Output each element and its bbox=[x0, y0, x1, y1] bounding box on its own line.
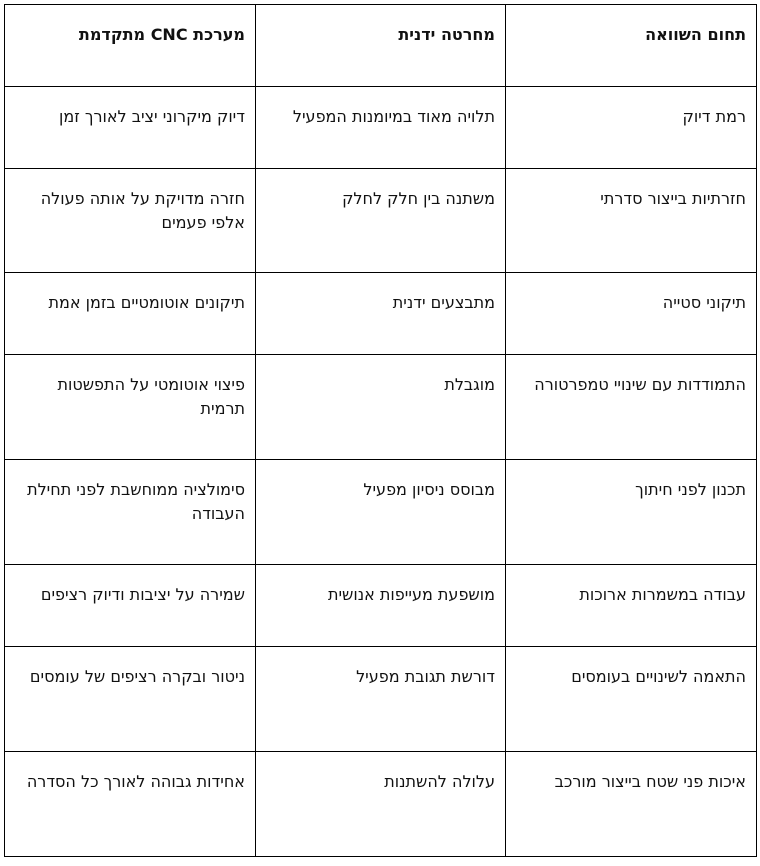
table-row bbox=[5, 273, 757, 355]
cell-comparison-area: התמודדות עם שינויי טמפרטורה bbox=[506, 355, 757, 460]
cell-advanced-cnc: אחידות גבוהה לאורך כל הסדרה bbox=[5, 752, 256, 857]
header-comparison-area: תחום השוואה bbox=[506, 5, 757, 87]
cell-comparison-area: איכות פני שטח בייצור מורכב bbox=[506, 752, 757, 857]
cell-manual-lathe: מבוסס ניסיון מפעיל bbox=[256, 460, 506, 565]
cell-manual-lathe: מושפעת מעייפות אנושית bbox=[256, 565, 506, 647]
table-row bbox=[5, 460, 757, 565]
cell-manual-lathe: דורשת תגובת מפעיל bbox=[256, 647, 506, 752]
cell-advanced-cnc: תיקונים אוטומטיים בזמן אמת bbox=[5, 273, 256, 355]
cell-comparison-area: רמת דיוק bbox=[506, 87, 757, 169]
comparison-table bbox=[4, 4, 757, 857]
cell-comparison-area: עבודה במשמרות ארוכות bbox=[506, 565, 757, 647]
cell-comparison-area: תיקוני סטייה bbox=[506, 273, 757, 355]
cell-manual-lathe: מוגבלת bbox=[256, 355, 506, 460]
cell-manual-lathe: תלויה מאוד במיומנות המפעיל bbox=[256, 87, 506, 169]
table-header-row bbox=[5, 5, 757, 87]
cell-comparison-area: תכנון לפני חיתוך bbox=[506, 460, 757, 565]
cell-manual-lathe: עלולה להשתנות bbox=[256, 752, 506, 857]
cell-advanced-cnc: שמירה על יציבות ודיוק רציפים bbox=[5, 565, 256, 647]
table-row bbox=[5, 752, 757, 857]
table-row bbox=[5, 565, 757, 647]
table-row bbox=[5, 647, 757, 752]
cell-manual-lathe: משתנה בין חלק לחלק bbox=[256, 169, 506, 273]
table-row bbox=[5, 169, 757, 273]
cell-comparison-area: התאמה לשינויים בעומסים bbox=[506, 647, 757, 752]
cell-manual-lathe: מתבצעים ידנית bbox=[256, 273, 506, 355]
header-advanced-cnc: מערכת CNC מתקדמת bbox=[5, 5, 256, 87]
cell-advanced-cnc: סימולציה ממוחשבת לפני תחילת העבודה bbox=[5, 460, 256, 565]
cell-advanced-cnc: פיצוי אוטומטי על התפשטות תרמית bbox=[5, 355, 256, 460]
cell-advanced-cnc: ניטור ובקרה רציפים של עומסים bbox=[5, 647, 256, 752]
table-row bbox=[5, 87, 757, 169]
comparison-table-wrapper bbox=[4, 4, 756, 857]
table-row bbox=[5, 355, 757, 460]
cell-comparison-area: חזרתיות בייצור סדרתי bbox=[506, 169, 757, 273]
cell-advanced-cnc: חזרה מדויקת על אותה פעולה אלפי פעמים bbox=[5, 169, 256, 273]
header-manual-lathe: מחרטה ידנית bbox=[256, 5, 506, 87]
cell-advanced-cnc: דיוק מיקרוני יציב לאורך זמן bbox=[5, 87, 256, 169]
